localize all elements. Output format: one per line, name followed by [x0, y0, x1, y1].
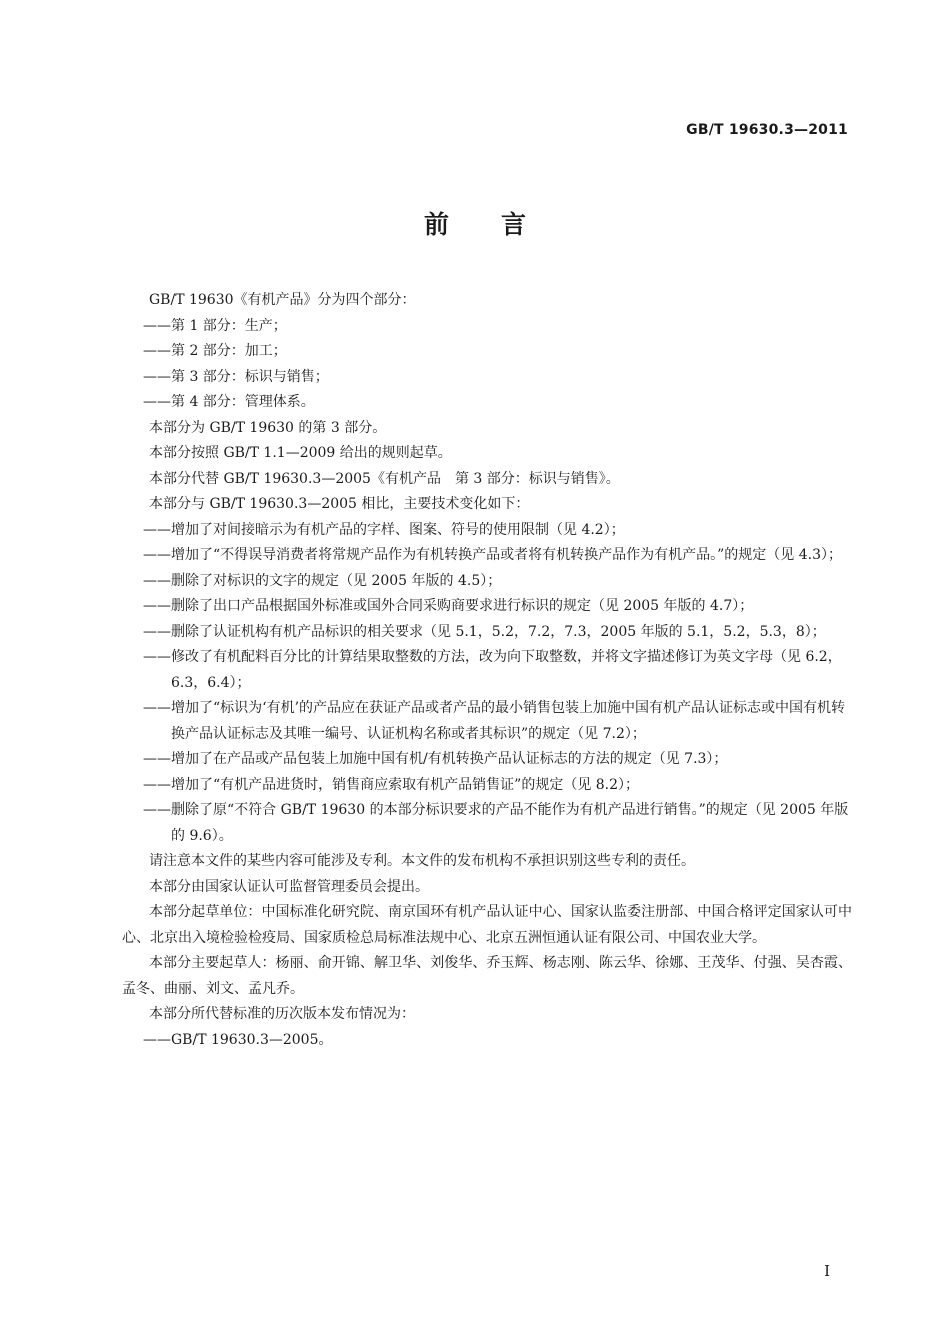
change-item: ——增加了在产品或产品包装上加施中国有机/有机转换产品认证标志的方法的规定（见 7.3）； — [143, 751, 728, 767]
change-item: ——增加了“标识为‘有机’的产品应在获证产品或者产品的最小销售包装上加施中国有机产品认证标志或中国有机转换产品认证标志及其唯一编号、认证机构名称或者其标识”的规定（见 7.2）； — [143, 700, 846, 742]
paragraph-replaces: 本部分代替 GB/T 19630.3—2005《有机产品 第 3 部分：标识与销售》。 — [149, 470, 620, 487]
change-item: ——删除了原“不符合 GB/T 19630 的本部分标识要求的产品不能作为有机产品进行销售。”的规定（见 2005 年版的 9.6）。 — [143, 802, 849, 844]
paragraph-patent-notice: 请注意本文件的某些内容可能涉及专利。本文件的发布机构不承担识别这些专利的责任。 — [149, 853, 695, 869]
list-item: ——第 1 部分：生产； — [143, 317, 287, 334]
paragraph-drafting-rules: 本部分按照 GB/T 1.1—2009 给出的规则起草。 — [149, 445, 452, 461]
document-body — [122, 288, 852, 1053]
change-item: ——增加了“有机产品进货时，销售商应索取有机产品销售证”的规定（见 8.2）； — [143, 776, 640, 793]
change-item: ——删除了出口产品根据国外标准或国外合同采购商要求进行标识的规定（见 2005 年版的 4.7）； — [143, 598, 754, 614]
document-code: GB/T 19630.3—2011 — [686, 122, 848, 138]
paragraph-proposer: 本部分由国家认证认可监督管理委员会提出。 — [149, 878, 429, 895]
change-item: ——删除了认证机构有机产品标识的相关要求（见 5.1，5.2，7.2，7.3，2005 年版的 5.1，5.2，5.3，8）； — [143, 623, 826, 640]
change-item: ——删除了对标识的文字的规定（见 2005 年版的 4.5）； — [143, 572, 502, 589]
change-item: ——修改了有机配料百分比的计算结果取整数的方法，改为向下取整数，并将文字描述修订为英文字母（见 6.2，6.3，6.4）； — [143, 649, 842, 691]
change-item: ——增加了“不得误导消费者将常规产品作为有机转换产品或者将有机转换产品作为有机产品。”的规定（见 4.3）； — [143, 547, 843, 563]
paragraph-history-intro: 本部分所代替标准的历次版本发布情况为： — [149, 1006, 415, 1022]
paragraph-parts-intro: GB/T 19630《有机产品》分为四个部分： — [149, 292, 416, 308]
paragraph-part-statement: 本部分为 GB/T 19630 的第 3 部分。 — [149, 419, 387, 436]
list-item: ——第 2 部分：加工； — [143, 343, 287, 359]
history-item: ——GB/T 19630.3—2005。 — [143, 1031, 333, 1048]
page-number: I — [824, 1262, 830, 1280]
paragraph-drafting-units: 本部分起草单位：中国标准化研究院、南京国环有机产品认证中心、国家认监委注册部、中国合格评定国家认可中心、北京出入境检验检疫局、国家质检总局标准法规中心、北京五洲恒通认证有限公司、中国农业大学。 — [122, 904, 852, 946]
page-title: 前言 — [423, 210, 578, 239]
paragraph-drafters: 本部分主要起草人：杨丽、俞开锦、解卫华、刘俊华、乔玉辉、杨志刚、陈云华、徐娜、王茂华、付强、吴杏霞、孟冬、曲丽、刘文、孟凡乔。 — [122, 955, 852, 997]
paragraph-changes-intro: 本部分与 GB/T 19630.3—2005 相比，主要技术变化如下： — [149, 496, 530, 512]
list-item: ——第 3 部分：标识与销售； — [143, 368, 329, 385]
list-item: ——第 4 部分：管理体系。 — [143, 394, 315, 410]
change-item: ——增加了对间接暗示为有机产品的字样、图案、符号的使用限制（见 4.2）； — [143, 521, 625, 538]
